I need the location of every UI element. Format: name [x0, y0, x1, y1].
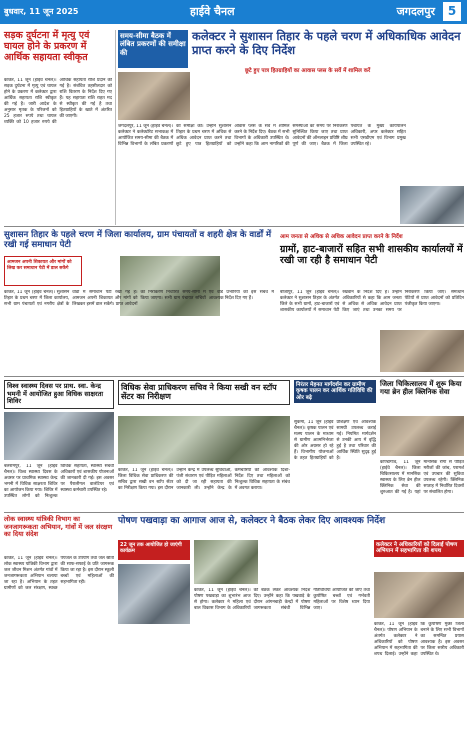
story2-headline: कलेक्टर ने सुशासन तिहार के पहले चरण में अधिकाधिक आवेदन प्राप्त करने के दिए निर्देश [192, 29, 461, 57]
story5-photo [4, 412, 114, 460]
story4-body: बीजापुर, 11 जून (हाईवे चैनल)। कलेक्टर ने सुशासन तिहार के अंतर्गत जिले के सभी ग्रामों, हाट-बाजारों एवं शासकीय कार्यालयों में समाधान पेटी रखवाने के निर्देश दिए हैं। उन्होंने अधिकारियों से कहा कि आम जनता से अधिक से अधिक आवेदन प्राप्त किए जाएं तथा उनका समय पर निराकरण किया जाए। समाधान पेटियों से प्राप्त आवेदनों को प्रतिदिन पंजीकृत किया जाएगा। [280, 290, 464, 313]
story9-photo-2 [194, 540, 258, 584]
page-header [0, 0, 467, 24]
issue-date: बुधवार, 11 जून 2025 [4, 7, 79, 16]
story10-body: कांकेर, 11 जून (हाईवे चैनल)। लोक स्वास्थ्य यांत्रिकी विभाग द्वारा जल जीवन मिशन अंतर्गत गांवों में जनजागरूकता अभियान चलाया जा रहा है। अभियान के तहत ग्रामीणों को जल संरक्षण, स्वच्छ पेयजल के उपयोग तथा जल स्रोतों की साफ-सफाई के प्रति जागरूक किया जा रहा है। इस दौरान स्कूली बच्चों एवं महिलाओं की सहभागिता रही। [4, 556, 114, 591]
story2-body: जगदलपुर, 11 जून (हाईवे चैनल)। कलेक्टर ने कलेक्टोरेट सभाकक्ष में आयोजित समय-सीमा की बैठक में विभिन्न विभागों के लंबित प्रकरणों की समीक्षा की। उन्होंने सुशासन तिहार के प्रथम चरण में अधिक से अधिक आवेदन प्राप्त करने तथा छूटे हुए पात्र हितग्राहियों को आवास प्लस के सर्वे में शामिल करने के निर्देश दिए। बैठक में सभी विभागों के अधिकारी उपस्थित थे। उन्होंने कहा कि आम नागरिकों की समस्याओं का समय पर निराकरण सुनिश्चित किया जाए तथा प्राप्त आवेदनों की ऑनलाइन प्रविष्टि शीघ्र पूर्ण की जाए। बैठक में जिला पंचायत के मुख्य कार्यपालन अधिकारी, अपर कलेक्टर सहित सभी एसडीएम एवं विभाग प्रमुख उपस्थित रहे। [118, 124, 406, 147]
story4-photo [380, 330, 464, 372]
story9-headline: पोषण पखवाड़ा का आगाज आज से, कलेक्टर ने बैठक लेकर दिए आवश्यक निर्देश [118, 516, 386, 526]
story9-body: कांकेर, 11 जून (हाईवे चैनल)। पोषण पखवाड़ा का शुभारंभ आज से होगा। कलेक्टर ने महिला एवं बाल विकास विभाग के अधिकारियों की बैठक लेकर आवश्यक निर्देश दिए। उन्होंने कहा कि पखवाड़े के दौरान आंगनबाड़ी केन्द्रों में पोषण जागरूकता संबंधी विभिन्न गतिविधियां आयोजित की जाएं तथा कुपोषित बच्चों एवं गर्भवती महिलाओं पर विशेष ध्यान दिया जाए। [194, 588, 370, 611]
story8-photo [380, 416, 464, 456]
story6-photo [118, 416, 290, 464]
story5-body: बलरामपुर, 11 जून (हाईवे चैनल)। विश्व स्वास्थ्य दिवस के अवसर पर प्राथमिक स्वास्थ्य केन्द्र भमनी में विधिक साक्षरता शिविर का आयोजन किया गया। शिविर में उपस्थित लोगों को निःशुल्क विधिक सहायता, स्वास्थ्य संबंधी अधिकारों एवं शासकीय योजनाओं की जानकारी दी गई। इस अवसर पर पैरालीगल वालंटियर एवं स्वास्थ्य कर्मचारी उपस्थित रहे। [4, 464, 114, 499]
story3-headline: सुशासन तिहार के पहले चरण में जिला कार्यालय, ग्राम पंचायतों व शहरी क्षेत्र के वार्डों में रखी गई समाधान पेटी [4, 230, 272, 251]
city-name: जगदलपुर [396, 5, 435, 18]
story11-photo [374, 572, 464, 618]
story4-headline: ग्रामों, हाट-बाजारों सहित सभी शासकीय कार्यालयों में रखी जा रही है समाधान पेटी [280, 244, 463, 267]
story2-subhead: छूटे हुए पात्र हितग्राहियों का आवास प्लस के सर्वे में शामिल करें [245, 68, 371, 74]
story5-headline: विश्व स्वास्थ्य दिवस पर प्राथ. स्वा. केन्द्र भमनी में आयोजित हुआ विधिक साक्षरता शिविर [4, 380, 114, 409]
story6-headline: विधिक सेवा प्राधिकरण सचिव ने किया सखी वन स्टॉप सेंटर का निरीक्षण [118, 380, 290, 405]
story7-headline: निरंतर मेहनत मार्गदर्शन कर ग्रामीण कृषक पालन कर आर्थिक गतिविधि की ओर बढ़े [294, 380, 376, 403]
story10-headline: लोक स्वास्थ्य यांत्रिकी विभाग का जनजागरूकता अभियान, गांवों में जल संरक्षण का दिया संदेश [4, 515, 113, 539]
story4-kicker: आम जनता से अधिक से अधिक आवेदन प्राप्त करने के निर्देश [280, 234, 403, 240]
story7-body: सुकमा, 11 जून (हाईवे चैनल)। कृषक पालन एवं मत्स्य पालन के माध्यम से ग्रामीण आत्मनिर्भरता की ओर अग्रसर हो रहे हैं। विभागीय योजनाओं के तहत हितग्राहियों को प्रशिक्षण एवं आवश्यक सामग्री उपलब्ध कराई गई। नियमित मार्गदर्शन से उनकी आय में वृद्धि हुई है तथा परिवार की आर्थिक स्थिति सुदृढ़ हुई है। [294, 420, 376, 461]
story8-body: कोण्डागांव, 11 जून (हाईवे चैनल)। जिला चिकित्सालय में मानसिक स्वास्थ्य के लिए ब्रेन हील क्लिनिक सेवा की शुरुआत की गई है। यहां मानसिक रोगों से पीड़ित मरीजों की जांच, परामर्श एवं उपचार की सुविधा उपलब्ध रहेगी। क्लिनिक सप्ताह में निर्धारित दिवसों पर संचालित होगा। [380, 460, 464, 495]
masthead: हाईवे चैनल [190, 5, 235, 18]
story2-photo [118, 72, 190, 120]
page-number: 5 [443, 2, 461, 21]
story2-kicker: समय-सीमा बैठक में लंबित प्रकरणों की समीक्षा की [118, 30, 188, 68]
story11-headline: कलेक्टर ने अधिकारियों को दिलाई पोषण अभियान में सहभागिता की शपथ [374, 540, 464, 557]
story11-body: कांकेर, 11 जून (हाईवे चैनल)। पोषण अभियान के अंतर्गत कलेक्टर ने अधिकारियों को पोषण अभियान में सहभागिता की शपथ दिलाई। उन्होंने कहा कि कुपोषण मुक्त जिला बनाने के लिए सभी विभागों का समन्वित प्रयास आवश्यक है। इस अवसर पर जिला स्तरीय अधिकारी उपस्थित थे। [374, 622, 464, 657]
story6-body: कांकेर, 11 जून (हाईवे चैनल)। जिला विधिक सेवा प्राधिकरण की सचिव द्वारा सखी वन स्टॉप सेंटर का निरीक्षण किया गया। इस दौरान उन्होंने केन्द्र में उपलब्ध सुविधाओं, पंजी संधारण एवं पीड़ित महिलाओं को दी जा रही सहायता की जानकारी ली। उन्होंने केन्द्र के कर्मचारियों को आवश्यक दिशा-निर्देश दिए तथा महिलाओं को निःशुल्क विधिक सहायता के संबंध में अवगत कराया। [118, 468, 290, 491]
story9-photo [118, 564, 190, 624]
story3-body: कांकेर, 11 जून (हाईवे चैनल)। सुशासन तिहार के प्रथम चरण में जिला कार्यालय, सभी ग्राम पंचायतों एवं नगरीय क्षेत्रों के वार्डों में समाधान पेटी रखी गई है। आमजन अपनी शिकायत और मांगों को लिखकर इसमें डाल सकेंगे। प्राप्त आवेदनों का निराकरण निर्धारित समय-सीमा में किया जाएगा। सभी ग्राम पंचायत सचिवों एवं वार्ड प्रभारियों को इस संबंध में आवश्यक निर्देश दिए गए हैं। [4, 290, 274, 307]
story9-caption: 22 जून तक आयोजित हो जाएंगी कार्यक्रम [118, 540, 190, 560]
story8-headline: जिला चिकित्सालय में शुरू किया गया ब्रेन हील क्लिनिक सेवा [380, 380, 462, 397]
story3-inset: आमजन अपनी शिकायत और मांगों को लिख कर समाधान पेटी में डाल सकेंगे [4, 256, 82, 286]
story1-headline: सड़क दुर्घटना में मृत्यु एवं घायल होने के प्रकरण में आर्थिक सहायता स्वीकृत [4, 30, 90, 64]
story2-photo-2 [400, 186, 464, 224]
story1-body: कांकेर, 11 जून (हाईवे चैनल)। सड़क दुर्घटना में मृत्यु एवं घायल होने के प्रकरण में कलेक्टर द्वारा आर्थिक सहायता राशि स्वीकृत की गई है। जारी आदेश के अनुसार मृतक के परिजनों को 25 हजार रुपये तथा घायल व्यक्ति को 10 हजार रुपये की आर्थिक सहायता राशि प्रदान की गई है। संबंधित तहसीलदार को राशि वितरण के निर्देश दिए गए हैं। यह सहायता राशि राहत मद से स्वीकृत की गई है तथा हितग्राहियों के खाते में अंतरित की जाएगी। [4, 78, 112, 125]
